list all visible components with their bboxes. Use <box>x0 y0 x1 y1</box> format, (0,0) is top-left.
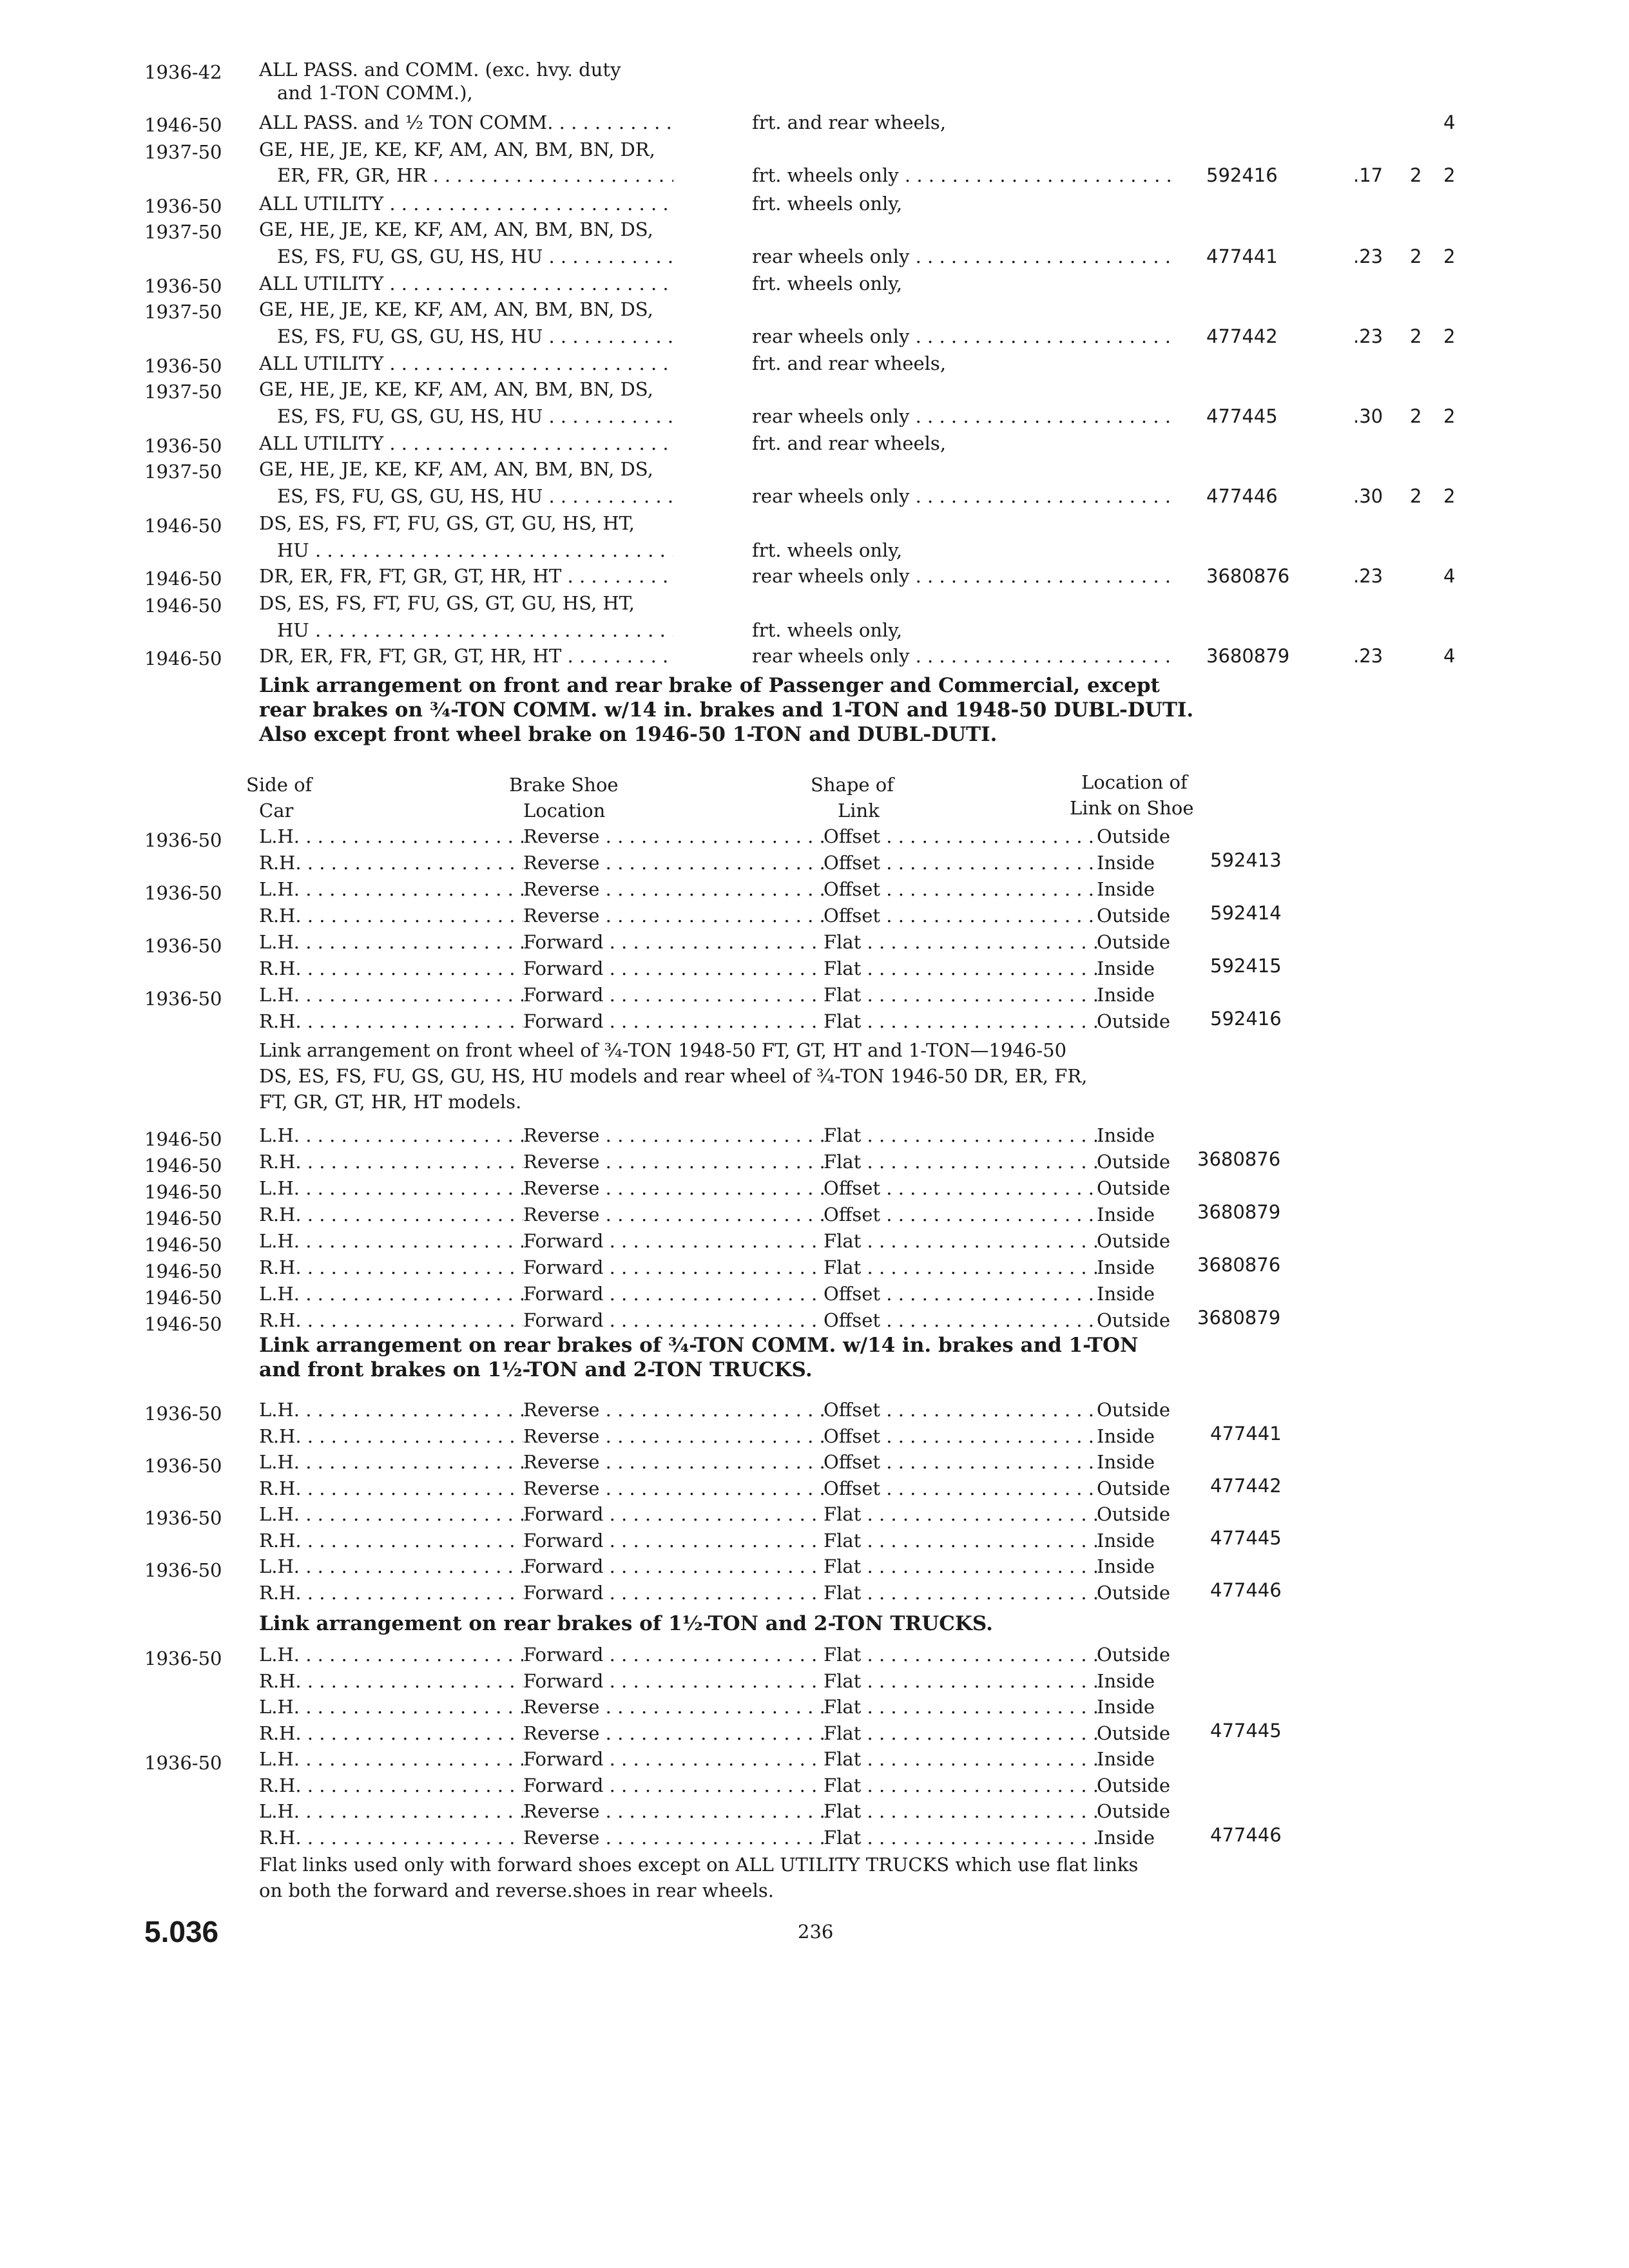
side-of-car: R.H. . . . <box>259 851 523 874</box>
link-shape: Flat . . . <box>824 1669 1097 1693</box>
note-text: Link arrangement on front and rear brake of Passenger and Commercial, except <box>259 674 1160 697</box>
link-location: Inside <box>1097 1669 1155 1692</box>
wheel-position: frt. wheels only . . . <box>752 164 1171 187</box>
link-shape: Offset . . . <box>824 851 1097 874</box>
link-shape: Flat . . . <box>824 983 1097 1006</box>
year-range: 1936-50 <box>144 882 222 904</box>
wheel-position: frt. and rear wheels, <box>752 352 947 374</box>
model-list: HU . . . <box>277 619 673 642</box>
link-shape: Flat . . . <box>824 1555 1097 1578</box>
link-shape: Flat . . . <box>824 1581 1097 1604</box>
link-shape: Flat . . . <box>824 957 1097 980</box>
price-value: .23 <box>1353 645 1383 667</box>
note-text: on both the forward and reverse.shoes in rear wheels. <box>259 1879 774 1901</box>
part-number: 592416 <box>1206 164 1278 186</box>
year-range: 1946-50 <box>144 1313 222 1335</box>
brake-shoe-location: Forward . . . <box>523 1282 824 1305</box>
link-location: Inside <box>1097 984 1155 1006</box>
year-range: 1946-50 <box>144 1207 222 1229</box>
brake-shoe-location: Forward . . . <box>523 1669 824 1693</box>
link-location: Outside <box>1097 905 1170 927</box>
year-range: 1937-50 <box>144 301 222 323</box>
wheel-position: rear wheels only . . . <box>752 325 1171 348</box>
link-shape: Offset . . . <box>824 878 1097 901</box>
quantity-value: 4 <box>1443 645 1456 667</box>
page-number: 236 <box>798 1921 834 1943</box>
brake-shoe-location: Reverse . . . <box>523 1124 824 1147</box>
column-header: Location of <box>1081 771 1188 793</box>
part-number: 592416 <box>1210 1008 1282 1030</box>
note-text: Link arrangement on rear brakes of 1½-TON and 2-TON TRUCKS. <box>259 1612 993 1635</box>
link-location: Inside <box>1097 1555 1155 1577</box>
model-list: and 1-TON COMM.), <box>277 82 473 104</box>
side-of-car: R.H. . . . <box>259 1010 523 1033</box>
model-list: GE, HE, JE, KE, KF, AM, AN, BM, BN, DS, <box>259 378 653 400</box>
side-of-car: R.H. . . . <box>259 904 523 927</box>
model-list: GE, HE, JE, KE, KF, AM, AN, BM, BN, DS, <box>259 458 653 480</box>
part-number: 477441 <box>1210 1422 1282 1445</box>
model-list: ES, FS, FU, GS, GU, HS, HU . . . <box>277 405 673 428</box>
model-list: ES, FS, FU, GS, GU, HS, HU . . . <box>277 325 673 348</box>
brake-shoe-location: Reverse . . . <box>523 1800 824 1823</box>
link-location: Outside <box>1097 1722 1170 1744</box>
link-location: Inside <box>1097 1425 1155 1447</box>
link-location: Inside <box>1097 1826 1155 1849</box>
price-value: .17 <box>1353 164 1383 186</box>
model-list: ES, FS, FU, GS, GU, HS, HU . . . <box>277 245 673 268</box>
brake-shoe-location: Reverse . . . <box>523 1722 824 1745</box>
year-range: 1936-42 <box>144 61 222 83</box>
brake-shoe-location: Forward . . . <box>523 957 824 980</box>
year-range: 1936-50 <box>144 1507 222 1529</box>
brake-shoe-location: Forward . . . <box>523 1581 824 1604</box>
brake-shoe-location: Reverse . . . <box>523 878 824 901</box>
wheel-position: rear wheels only . . . <box>752 564 1171 588</box>
side-of-car: L.H. . . . <box>259 1503 523 1526</box>
year-range: 1936-50 <box>144 1559 222 1581</box>
brake-shoe-location: Forward . . . <box>523 1774 824 1797</box>
link-shape: Flat . . . <box>824 1503 1097 1526</box>
link-location: Outside <box>1097 1774 1170 1796</box>
side-of-car: L.H. . . . <box>259 1124 523 1147</box>
brake-shoe-location: Forward . . . <box>523 1309 824 1332</box>
link-location: Inside <box>1097 1529 1155 1552</box>
link-shape: Flat . . . <box>824 1774 1097 1797</box>
part-number: 592415 <box>1210 955 1282 977</box>
link-location: Inside <box>1097 1204 1155 1225</box>
wheel-position: frt. and rear wheels, <box>752 111 947 133</box>
link-location: Outside <box>1097 1644 1170 1666</box>
model-list: ER, FR, GR, HR . . . <box>277 164 673 187</box>
year-range: 1946-50 <box>144 1128 222 1150</box>
model-list: ALL PASS. and ½ TON COMM. . . . <box>259 111 673 134</box>
wheel-position: rear wheels only . . . <box>752 644 1171 668</box>
part-number: 3680879 <box>1206 645 1290 667</box>
brake-shoe-location: Reverse . . . <box>523 904 824 927</box>
link-shape: Flat . . . <box>824 1747 1097 1771</box>
model-list: HU . . . <box>277 539 673 562</box>
wheel-position: rear wheels only . . . <box>752 245 1171 268</box>
link-location: Inside <box>1097 852 1155 874</box>
link-shape: Flat . . . <box>824 1529 1097 1552</box>
link-shape: Offset . . . <box>824 825 1097 848</box>
column-header: Link on Shoe <box>1070 797 1194 819</box>
year-range: 1946-50 <box>144 114 222 136</box>
year-range: 1936-50 <box>144 1648 222 1669</box>
note-text: rear brakes on ¾-TON COMM. w/14 in. brakes and 1-TON and 1948-50 DUBL-DUTI. <box>259 698 1194 722</box>
link-location: Outside <box>1097 1800 1170 1822</box>
brake-shoe-location: Reverse . . . <box>523 1177 824 1200</box>
link-shape: Offset . . . <box>824 1477 1097 1500</box>
side-of-car: L.H. . . . <box>259 930 523 954</box>
side-of-car: R.H. . . . <box>259 1425 523 1448</box>
year-range: 1937-50 <box>144 141 222 163</box>
brake-shoe-location: Reverse . . . <box>523 1695 824 1718</box>
year-range: 1936-50 <box>144 935 222 957</box>
note-text: FT, GR, GT, HR, HT models. <box>259 1091 522 1113</box>
link-shape: Offset . . . <box>824 904 1097 927</box>
link-location: Outside <box>1097 1503 1170 1525</box>
link-location: Outside <box>1097 1230 1170 1252</box>
link-shape: Offset . . . <box>824 1309 1097 1332</box>
side-of-car: L.H. . . . <box>259 1229 523 1253</box>
part-number: 477445 <box>1210 1719 1282 1742</box>
link-shape: Flat . . . <box>824 1826 1097 1849</box>
side-of-car: L.H. . . . <box>259 1643 523 1666</box>
link-shape: Offset . . . <box>824 1282 1097 1305</box>
price-value: .23 <box>1353 565 1383 587</box>
wheel-position: frt. and rear wheels, <box>752 432 947 454</box>
link-shape: Offset . . . <box>824 1177 1097 1200</box>
link-location: Inside <box>1097 878 1155 900</box>
model-list: ALL UTILITY . . . <box>259 432 673 455</box>
quantity-value: 2 <box>1410 245 1422 267</box>
link-location: Outside <box>1097 931 1170 953</box>
quantity-value: 2 <box>1410 325 1422 347</box>
quantity-value: 2 <box>1443 485 1456 507</box>
link-location: Outside <box>1097 1177 1170 1199</box>
part-number: 477446 <box>1206 485 1278 507</box>
year-range: 1946-50 <box>144 648 222 669</box>
side-of-car: L.H. . . . <box>259 1555 523 1578</box>
model-list: DR, ER, FR, FT, GR, GT, HR, HT . . . <box>259 644 673 668</box>
wheel-position: frt. wheels only, <box>752 193 903 215</box>
year-range: 1937-50 <box>144 381 222 403</box>
link-location: Inside <box>1097 1124 1155 1146</box>
part-number: 477446 <box>1210 1823 1282 1846</box>
year-range: 1946-50 <box>144 1181 222 1203</box>
side-of-car: L.H. . . . <box>259 1177 523 1200</box>
part-number: 477442 <box>1206 325 1278 347</box>
link-shape: Offset . . . <box>824 1203 1097 1226</box>
year-range: 1936-50 <box>144 195 222 217</box>
price-value: .23 <box>1353 325 1383 347</box>
link-location: Inside <box>1097 1748 1155 1770</box>
side-of-car: R.H. . . . <box>259 1203 523 1226</box>
link-shape: Flat . . . <box>824 1643 1097 1666</box>
column-header: Side of <box>246 774 313 796</box>
quantity-value: 2 <box>1410 164 1422 186</box>
part-number: 3680876 <box>1197 1254 1281 1276</box>
year-range: 1946-50 <box>144 1234 222 1256</box>
link-location: Outside <box>1097 1309 1170 1331</box>
link-location: Inside <box>1097 1256 1155 1278</box>
part-number: 477446 <box>1210 1579 1282 1601</box>
quantity-value: 4 <box>1443 565 1456 587</box>
note-text: Flat links used only with forward shoes except on ALL UTILITY TRUCKS which use flat links <box>259 1854 1139 1876</box>
link-location: Outside <box>1097 1477 1170 1499</box>
side-of-car: L.H. . . . <box>259 1450 523 1474</box>
model-list: ALL UTILITY . . . <box>259 352 673 375</box>
wheel-position: rear wheels only . . . <box>752 485 1171 508</box>
side-of-car: R.H. . . . <box>259 957 523 980</box>
year-range: 1946-50 <box>144 1260 222 1282</box>
year-range: 1936-50 <box>144 1752 222 1774</box>
link-location: Inside <box>1097 957 1155 979</box>
side-of-car: R.H. . . . <box>259 1581 523 1604</box>
part-number: 592414 <box>1210 902 1282 924</box>
quantity-value: 2 <box>1443 325 1456 347</box>
side-of-car: R.H. . . . <box>259 1669 523 1693</box>
year-range: 1936-50 <box>144 988 222 1010</box>
link-location: Inside <box>1097 1451 1155 1473</box>
brake-shoe-location: Forward . . . <box>523 930 824 954</box>
link-shape: Flat . . . <box>824 1695 1097 1718</box>
brake-shoe-location: Reverse . . . <box>523 851 824 874</box>
link-shape: Flat . . . <box>824 1229 1097 1253</box>
part-number: 3680876 <box>1206 565 1290 587</box>
side-of-car: L.H. . . . <box>259 1695 523 1718</box>
model-list: DR, ER, FR, FT, GR, GT, HR, HT . . . <box>259 564 673 588</box>
brake-shoe-location: Reverse . . . <box>523 1477 824 1500</box>
brake-shoe-location: Forward . . . <box>523 1529 824 1552</box>
brake-shoe-location: Forward . . . <box>523 1747 824 1771</box>
part-number: 477445 <box>1210 1526 1282 1549</box>
column-header: Link <box>838 800 880 822</box>
link-shape: Flat . . . <box>824 1124 1097 1147</box>
link-shape: Flat . . . <box>824 1800 1097 1823</box>
year-range: 1946-50 <box>144 568 222 590</box>
note-text: DS, ES, FS, FU, GS, GU, HS, HU models and rear wheel of ¾-TON 1946-50 DR, ER, FR, <box>259 1065 1088 1087</box>
column-header: Brake Shoe <box>509 774 619 796</box>
brake-shoe-location: Reverse . . . <box>523 1398 824 1421</box>
note-text: Link arrangement on rear brakes of ¾-TON COMM. w/14 in. brakes and 1-TON <box>259 1334 1139 1357</box>
quantity-value: 2 <box>1410 485 1422 507</box>
side-of-car: R.H. . . . <box>259 1477 523 1500</box>
brake-shoe-location: Reverse . . . <box>523 825 824 848</box>
brake-shoe-location: Forward . . . <box>523 1229 824 1253</box>
link-location: Outside <box>1097 1151 1170 1173</box>
column-header: Car <box>259 800 294 822</box>
quantity-value: 2 <box>1443 245 1456 267</box>
year-range: 1937-50 <box>144 221 222 243</box>
brake-shoe-location: Reverse . . . <box>523 1203 824 1226</box>
note-text: Also except front wheel brake on 1946-50 1-TON and DUBL-DUTI. <box>259 723 998 746</box>
side-of-car: R.H. . . . <box>259 1529 523 1552</box>
link-shape: Flat . . . <box>824 1010 1097 1033</box>
model-list: GE, HE, JE, KE, KF, AM, AN, BM, BN, DS, <box>259 218 653 240</box>
wheel-position: frt. wheels only, <box>752 619 903 641</box>
brake-shoe-location: Forward . . . <box>523 1643 824 1666</box>
year-range: 1937-50 <box>144 461 222 483</box>
quantity-value: 2 <box>1410 405 1422 427</box>
side-of-car: L.H. . . . <box>259 983 523 1006</box>
side-of-car: R.H. . . . <box>259 1256 523 1279</box>
model-list: ALL UTILITY . . . <box>259 272 673 295</box>
quantity-value: 2 <box>1443 405 1456 427</box>
part-number: 3680879 <box>1197 1201 1281 1223</box>
quantity-value: 2 <box>1443 164 1456 186</box>
side-of-car: L.H. . . . <box>259 825 523 848</box>
link-location: Outside <box>1097 1581 1170 1604</box>
year-range: 1936-50 <box>144 275 222 297</box>
column-header: Location <box>523 800 606 822</box>
link-shape: Flat . . . <box>824 1150 1097 1173</box>
brake-shoe-location: Reverse . . . <box>523 1425 824 1448</box>
note-text: Link arrangement on front wheel of ¾-TON 1948-50 FT, GT, HT and 1-TON—1946-50 <box>259 1039 1067 1061</box>
side-of-car: L.H. . . . <box>259 1800 523 1823</box>
side-of-car: R.H. . . . <box>259 1722 523 1745</box>
brake-shoe-location: Forward . . . <box>523 1010 824 1033</box>
year-range: 1936-50 <box>144 1455 222 1477</box>
part-number: 477445 <box>1206 405 1278 427</box>
link-shape: Flat . . . <box>824 930 1097 954</box>
year-range: 1946-50 <box>144 595 222 617</box>
side-of-car: L.H. . . . <box>259 878 523 901</box>
year-range: 1946-50 <box>144 515 222 537</box>
side-of-car: R.H. . . . <box>259 1774 523 1797</box>
brake-shoe-location: Forward . . . <box>523 1503 824 1526</box>
brake-shoe-location: Reverse . . . <box>523 1450 824 1474</box>
part-number: 477442 <box>1210 1474 1282 1497</box>
side-of-car: L.H. . . . <box>259 1282 523 1305</box>
price-value: .30 <box>1353 405 1383 427</box>
price-value: .30 <box>1353 485 1383 507</box>
year-range: 1936-50 <box>144 355 222 377</box>
part-number: 3680879 <box>1197 1307 1281 1329</box>
link-location: Outside <box>1097 825 1170 847</box>
year-range: 1936-50 <box>144 1403 222 1425</box>
brake-shoe-location: Forward . . . <box>523 1555 824 1578</box>
year-range: 1946-50 <box>144 1287 222 1309</box>
model-list: DS, ES, FS, FT, FU, GS, GT, GU, HS, HT, <box>259 592 635 614</box>
link-location: Inside <box>1097 1283 1155 1305</box>
side-of-car: R.H. . . . <box>259 1309 523 1332</box>
brake-shoe-location: Forward . . . <box>523 1256 824 1279</box>
model-list: DS, ES, FS, FT, FU, GS, GT, GU, HS, HT, <box>259 512 635 534</box>
brake-shoe-location: Forward . . . <box>523 983 824 1006</box>
section-number: 5.036 <box>144 1915 219 1948</box>
wheel-position: rear wheels only . . . <box>752 405 1171 428</box>
model-list: ALL PASS. and COMM. (exc. hvy. duty <box>259 59 621 81</box>
link-shape: Offset . . . <box>824 1425 1097 1448</box>
note-text: and front brakes on 1½-TON and 2-TON TRUCKS. <box>259 1358 813 1381</box>
side-of-car: L.H. . . . <box>259 1747 523 1771</box>
brake-shoe-location: Reverse . . . <box>523 1826 824 1849</box>
model-list: GE, HE, JE, KE, KF, AM, AN, BM, BN, DS, <box>259 298 653 320</box>
side-of-car: R.H. . . . <box>259 1826 523 1849</box>
link-location: Outside <box>1097 1010 1170 1032</box>
model-list: ES, FS, FU, GS, GU, HS, HU . . . <box>277 485 673 508</box>
part-number: 3680876 <box>1197 1148 1281 1170</box>
year-range: 1936-50 <box>144 829 222 851</box>
link-location: Inside <box>1097 1696 1155 1718</box>
part-number: 477441 <box>1206 245 1278 267</box>
part-number: 592413 <box>1210 849 1282 871</box>
link-shape: Offset . . . <box>824 1450 1097 1474</box>
link-shape: Flat . . . <box>824 1722 1097 1745</box>
year-range: 1946-50 <box>144 1155 222 1177</box>
side-of-car: L.H. . . . <box>259 1398 523 1421</box>
wheel-position: frt. wheels only, <box>752 273 903 294</box>
side-of-car: R.H. . . . <box>259 1150 523 1173</box>
brake-shoe-location: Reverse . . . <box>523 1150 824 1173</box>
model-list: ALL UTILITY . . . <box>259 192 673 215</box>
link-shape: Offset . . . <box>824 1398 1097 1421</box>
link-location: Outside <box>1097 1399 1170 1421</box>
year-range: 1936-50 <box>144 435 222 457</box>
link-shape: Flat . . . <box>824 1256 1097 1279</box>
price-value: .23 <box>1353 245 1383 267</box>
quantity-value: 4 <box>1443 111 1456 133</box>
column-header: Shape of <box>811 774 894 796</box>
model-list: GE, HE, JE, KE, KF, AM, AN, BM, BN, DR, <box>259 139 655 160</box>
wheel-position: frt. wheels only, <box>752 539 903 561</box>
